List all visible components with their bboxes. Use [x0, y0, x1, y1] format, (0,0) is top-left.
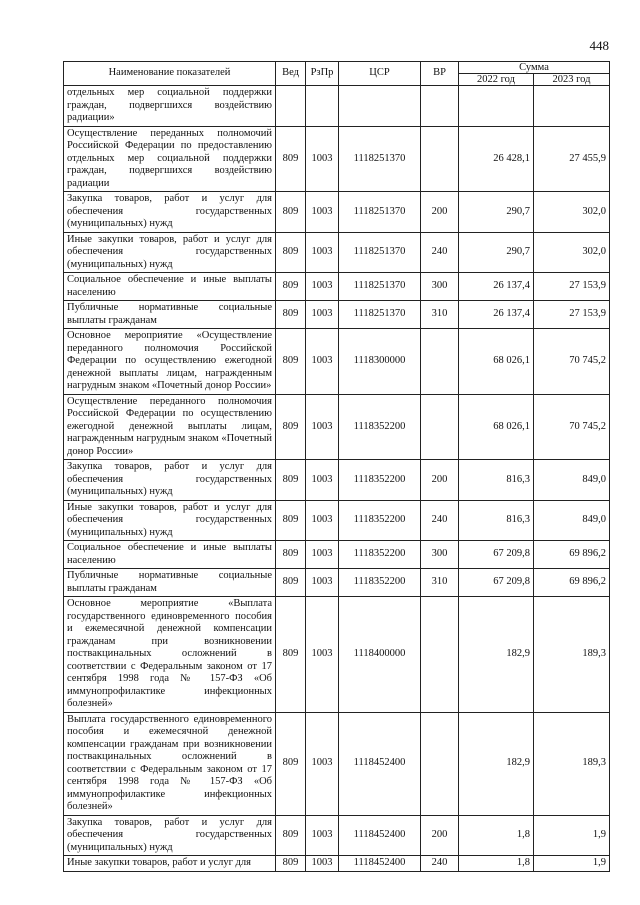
table-row [64, 126, 610, 192]
header-vr: ВР [421, 62, 459, 86]
row-rzpr-cell: 1003 [306, 500, 339, 541]
row-sum-2023-cell: 69 896,2 [534, 569, 610, 597]
header-ved: Вед [276, 62, 306, 86]
row-vr-cell: 300 [421, 541, 459, 569]
row-sum-2023-cell: 849,0 [534, 460, 610, 501]
row-sum-2022-cell: 816,3 [459, 460, 534, 501]
row-vr-cell: 200 [421, 192, 459, 233]
table-row [64, 569, 610, 597]
header-year-2022: 2022 год [459, 74, 534, 86]
row-rzpr-cell: 1003 [306, 815, 339, 856]
row-csr-cell [339, 86, 421, 127]
table-row [64, 192, 610, 233]
row-csr-cell: 1118352200 [339, 500, 421, 541]
row-csr-cell: 1118300000 [339, 329, 421, 395]
row-sum-2022-cell: 182,9 [459, 597, 534, 713]
row-sum-2022-cell: 1,8 [459, 856, 534, 872]
row-ved-cell: 809 [276, 273, 306, 301]
row-csr-cell: 1118352200 [339, 569, 421, 597]
row-name-cell: Закупка товаров, работ и услуг для обеспечения государственных (муниципальных) нужд [64, 192, 276, 233]
table-header-row [64, 62, 610, 74]
row-name-cell: Основное мероприятие «Осуществление переданного полномочия Российской Федерации по осуществлению ежегодной денежной выплаты лицам, награжденным нагрудным знаком «Почетный донор России» [64, 329, 276, 395]
row-ved-cell: 809 [276, 301, 306, 329]
row-rzpr-cell: 1003 [306, 394, 339, 460]
row-sum-2022-cell: 67 209,8 [459, 569, 534, 597]
row-sum-2022-cell: 68 026,1 [459, 329, 534, 395]
row-sum-2023-cell: 1,9 [534, 815, 610, 856]
row-rzpr-cell: 1003 [306, 597, 339, 713]
row-csr-cell: 1118452400 [339, 712, 421, 815]
row-name-cell: Осуществление переданных полномочий Российской Федерации по предоставлению отдельных мер социальной поддержки граждан, подвергшихся воздействию радиации [64, 126, 276, 192]
row-csr-cell: 1118251370 [339, 301, 421, 329]
row-name-cell: Социальное обеспечение и иные выплаты населению [64, 541, 276, 569]
header-csr: ЦСР [339, 62, 421, 86]
row-sum-2022-cell: 290,7 [459, 192, 534, 233]
table-row [64, 394, 610, 460]
table-row [64, 541, 610, 569]
row-sum-2022-cell: 1,8 [459, 815, 534, 856]
header-name: Наименование показателей [64, 62, 276, 86]
row-csr-cell: 1118352200 [339, 460, 421, 501]
row-vr-cell: 240 [421, 856, 459, 872]
table-row [64, 301, 610, 329]
row-name-cell: Выплата государственного единовременного пособия и ежемесячной денежной компенсации гражданам при возникновении поствакцинальных осложнений в соответствии с Федеральным законом от 17 сентября 1998 года № 157-ФЗ «Об иммунопрофилактике инфекционных болезней» [64, 712, 276, 815]
row-vr-cell: 310 [421, 301, 459, 329]
row-csr-cell: 1118400000 [339, 597, 421, 713]
row-vr-cell: 300 [421, 273, 459, 301]
table-row [64, 712, 610, 815]
table-row [64, 273, 610, 301]
row-ved-cell: 809 [276, 192, 306, 233]
row-rzpr-cell: 1003 [306, 126, 339, 192]
row-ved-cell: 809 [276, 712, 306, 815]
row-sum-2022-cell: 816,3 [459, 500, 534, 541]
row-vr-cell [421, 86, 459, 127]
row-csr-cell: 1118251370 [339, 232, 421, 273]
row-sum-2022-cell: 67 209,8 [459, 541, 534, 569]
row-ved-cell: 809 [276, 569, 306, 597]
row-vr-cell: 200 [421, 815, 459, 856]
row-name-cell: Публичные нормативные социальные выплаты гражданам [64, 301, 276, 329]
row-rzpr-cell: 1003 [306, 301, 339, 329]
row-sum-2023-cell: 189,3 [534, 597, 610, 713]
row-ved-cell: 809 [276, 856, 306, 872]
row-sum-2022-cell: 290,7 [459, 232, 534, 273]
row-sum-2023-cell: 302,0 [534, 192, 610, 233]
row-name-cell: Иные закупки товаров, работ и услуг для [64, 856, 276, 872]
row-rzpr-cell: 1003 [306, 232, 339, 273]
row-csr-cell: 1118452400 [339, 856, 421, 872]
row-name-cell: Иные закупки товаров, работ и услуг для обеспечения государственных (муниципальных) нужд [64, 232, 276, 273]
row-rzpr-cell [306, 86, 339, 127]
row-sum-2023-cell: 189,3 [534, 712, 610, 815]
row-rzpr-cell: 1003 [306, 460, 339, 501]
row-name-cell: отдельных мер социальной поддержки граждан, подвергшихся воздействию радиации» [64, 86, 276, 127]
table-row [64, 329, 610, 395]
row-ved-cell: 809 [276, 597, 306, 713]
row-sum-2022-cell: 68 026,1 [459, 394, 534, 460]
row-sum-2023-cell: 27 455,9 [534, 126, 610, 192]
table-row [64, 460, 610, 501]
table-body [64, 86, 610, 872]
row-sum-2023-cell: 849,0 [534, 500, 610, 541]
row-ved-cell: 809 [276, 126, 306, 192]
row-rzpr-cell: 1003 [306, 856, 339, 872]
row-name-cell: Закупка товаров, работ и услуг для обеспечения государственных (муниципальных) нужд [64, 460, 276, 501]
row-vr-cell [421, 329, 459, 395]
row-csr-cell: 1118352200 [339, 394, 421, 460]
row-sum-2022-cell: 26 428,1 [459, 126, 534, 192]
header-rzpr: РзПр [306, 62, 339, 86]
row-csr-cell: 1118352200 [339, 541, 421, 569]
row-rzpr-cell: 1003 [306, 273, 339, 301]
row-sum-2023-cell: 27 153,9 [534, 273, 610, 301]
row-sum-2023-cell: 70 745,2 [534, 329, 610, 395]
row-ved-cell: 809 [276, 329, 306, 395]
page-number: 448 [589, 38, 609, 53]
row-vr-cell [421, 394, 459, 460]
row-rzpr-cell: 1003 [306, 541, 339, 569]
row-rzpr-cell: 1003 [306, 192, 339, 233]
row-sum-2023-cell: 27 153,9 [534, 301, 610, 329]
header-sum: Сумма [459, 62, 610, 74]
row-csr-cell: 1118251370 [339, 192, 421, 233]
row-sum-2022-cell: 26 137,4 [459, 301, 534, 329]
row-name-cell: Закупка товаров, работ и услуг для обеспечения государственных (муниципальных) нужд [64, 815, 276, 856]
row-vr-cell: 200 [421, 460, 459, 501]
row-csr-cell: 1118452400 [339, 815, 421, 856]
row-csr-cell: 1118251370 [339, 126, 421, 192]
budget-table [63, 61, 610, 872]
row-sum-2022-cell: 182,9 [459, 712, 534, 815]
row-vr-cell: 240 [421, 232, 459, 273]
row-rzpr-cell: 1003 [306, 569, 339, 597]
row-vr-cell [421, 126, 459, 192]
row-sum-2022-cell [459, 86, 534, 127]
row-ved-cell: 809 [276, 815, 306, 856]
row-rzpr-cell: 1003 [306, 712, 339, 815]
table-row [64, 86, 610, 127]
row-name-cell: Основное мероприятие «Выплата государственного единовременного пособия и ежемесячной денежной компенсации гражданам при возникновении поствакцинальных осложнений в соответствии с Федеральным законом от 17 сентября 1998 года № 157-ФЗ «Об иммунопрофилактике инфекционных болезней» [64, 597, 276, 713]
row-sum-2023-cell: 70 745,2 [534, 394, 610, 460]
row-name-cell: Публичные нормативные социальные выплаты гражданам [64, 569, 276, 597]
row-vr-cell [421, 597, 459, 713]
row-rzpr-cell: 1003 [306, 329, 339, 395]
row-name-cell: Осуществление переданного полномочия Российской Федерации по осуществлению ежегодной денежной выплаты лицам, награжденным нагрудным знаком «Почетный донор России» [64, 394, 276, 460]
row-ved-cell: 809 [276, 394, 306, 460]
row-sum-2023-cell: 302,0 [534, 232, 610, 273]
row-vr-cell: 310 [421, 569, 459, 597]
row-csr-cell: 1118251370 [339, 273, 421, 301]
row-ved-cell: 809 [276, 232, 306, 273]
row-vr-cell [421, 712, 459, 815]
row-vr-cell: 240 [421, 500, 459, 541]
row-sum-2023-cell: 1,9 [534, 856, 610, 872]
row-sum-2022-cell: 26 137,4 [459, 273, 534, 301]
row-ved-cell: 809 [276, 500, 306, 541]
table-row [64, 597, 610, 713]
header-year-2023: 2023 год [534, 74, 610, 86]
row-sum-2023-cell: 69 896,2 [534, 541, 610, 569]
table-row [64, 815, 610, 856]
table-row [64, 232, 610, 273]
row-name-cell: Социальное обеспечение и иные выплаты населению [64, 273, 276, 301]
row-ved-cell: 809 [276, 541, 306, 569]
row-ved-cell [276, 86, 306, 127]
row-name-cell: Иные закупки товаров, работ и услуг для обеспечения государственных (муниципальных) нужд [64, 500, 276, 541]
table-row [64, 500, 610, 541]
table-row [64, 856, 610, 872]
row-ved-cell: 809 [276, 460, 306, 501]
row-sum-2023-cell [534, 86, 610, 127]
